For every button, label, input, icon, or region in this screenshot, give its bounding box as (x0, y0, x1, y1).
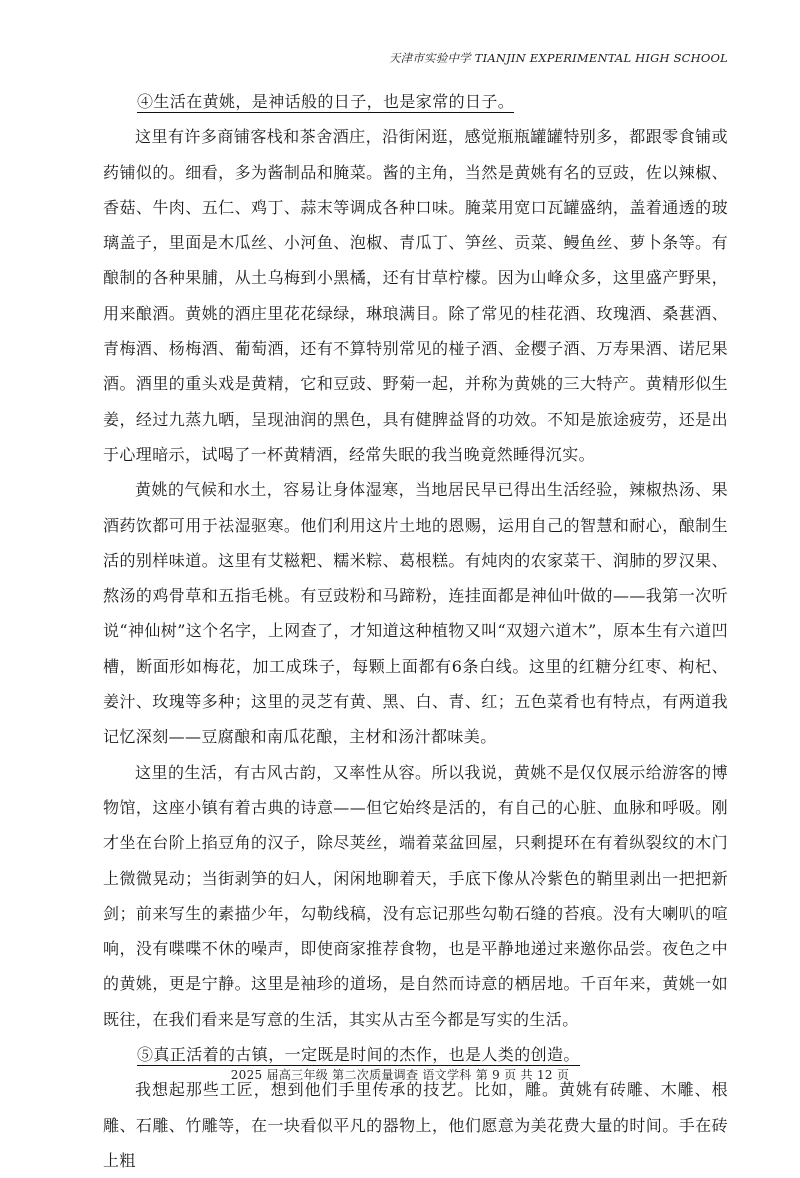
section-heading-4 (137, 84, 728, 119)
section-heading-4-text: ④生活在黄姚，是神话般的日子，也是家常的日子。 (137, 92, 515, 111)
school-header: 天津市实验中学 TIANJIN EXPERIMENTAL HIGH SCHOOL (388, 51, 728, 65)
section-heading-5-text: ⑤真正活着的古镇，一定既是时间的杰作，也是人类的创造。 (137, 1045, 580, 1065)
page-footer: 2025 届高三年级 第二次质量调查 语文学科 第 9 页 共 12 页 (230, 1068, 570, 1082)
paragraph-4: 我想起那些工匠，想到他们手里传承的技艺。比如，雕。黄姚有砖雕、木雕、根雕、石雕、竹雕等，在一块看似平凡的器物上，他们愿意为美花费大量的时间。手在砖上粗 (103, 1080, 728, 1170)
article-body (103, 84, 728, 1178)
paragraph-3: 这里的生活，有古风古韵，又率性从容。所以我说，黄姚不是仅仅展示给游客的博物馆，这座小镇有着古典的诗意——但它始终是活的，有自己的心脏、血脉和呼吸。刚才坐在台阶上掐豆角的汉子，除尽荚丝，端着菜盆回屋，只剩提环在有着纵裂纹的木门上微微晃动；当街剥笋的妇人，闲闲地聊着天，手底下像从冷紫色的鞘里剥出一把把新剑；前来写生的素描少年，勾勒线稿，没有忘记那些勾勒石缝的苔痕。没有大喇叭的喧响，没有喋喋不休的噪声，即使商家推荐食物，也是平静地递过来邀你品尝。夜色之中的黄姚，更是宁静。这里是袖珍的道场，是自然而诗意的栖居地。千百年来，黄姚一如既往，在我们看来是写意的生活，其实从古至今都是写实的生活。 (103, 762, 728, 1029)
paragraph-1: 这里有许多商铺客栈和茶舍酒庄，沿街闲逛，感觉瓶瓶罐罐特别多，都跟零食铺或药铺似的。细看，多为酱制品和腌菜。酱的主角，当然是黄姚有名的豆豉，佐以辣椒、香菇、牛肉、五仁、鸡丁、蒜末等调成各种口味。腌菜用宽口瓦罐盛纳，盖着通透的玻璃盖子，里面是木瓜丝、小河鱼、泡椒、青瓜丁、笋丝、贡菜、鳗鱼丝、萝卜条等。有酿制的各种果脯，从土乌梅到小黑橘，还有甘草柠檬。因为山峰众多，这里盛产野果，用来酿酒。黄姚的酒庄里花花绿绿，琳琅满目。除了常见的桂花酒、玫瑰酒、桑葚酒、青梅酒、杨梅酒、葡萄酒，还有不算特别常见的椪子酒、金樱子酒、万寿果酒、诺尼果酒。酒里的重头戏是黄精，它和豆豉、野菊一起，并称为黄姚的三大特产。黄精形似生姜，经过九蒸九晒，呈现油润的黑色，具有健脾益肾的功效。不知是旅途疲劳，还是出于心理暗示，试喝了一杯黄精酒，经常失眠的我当晚竟然睡得沉实。 (103, 127, 728, 464)
paragraph-2: 黄姚的气候和水土，容易让身体湿寒，当地居民早已得出生活经验，辣椒热汤、果酒药饮都可用于祛湿驱寒。他们利用这片土地的恩赐，运用自己的智慧和耐心，酿制生活的别样味道。这里有艾糍粑、糯米粽、葛根糕。有炖肉的农家菜干、润肺的罗汉果、熬汤的鸡骨草和五指毛桃。有豆豉粉和马蹄粉，连挂面都是神仙叶做的——我第一次听说“神仙树”这个名字，上网查了，才知道这种植物又叫“双翅六道木”，原本生有六道凹槽，断面形如梅花，加工成珠子，每颗上面都有6条白线。这里的红糖分红枣、枸杞、姜汁、玫瑰等多种；这里的灵芝有黄、黑、白、青、红；五色菜肴也有特点，有两道我记忆深刻——豆腐酿和南瓜花酿，主材和汤汁都味美。 (103, 480, 728, 747)
